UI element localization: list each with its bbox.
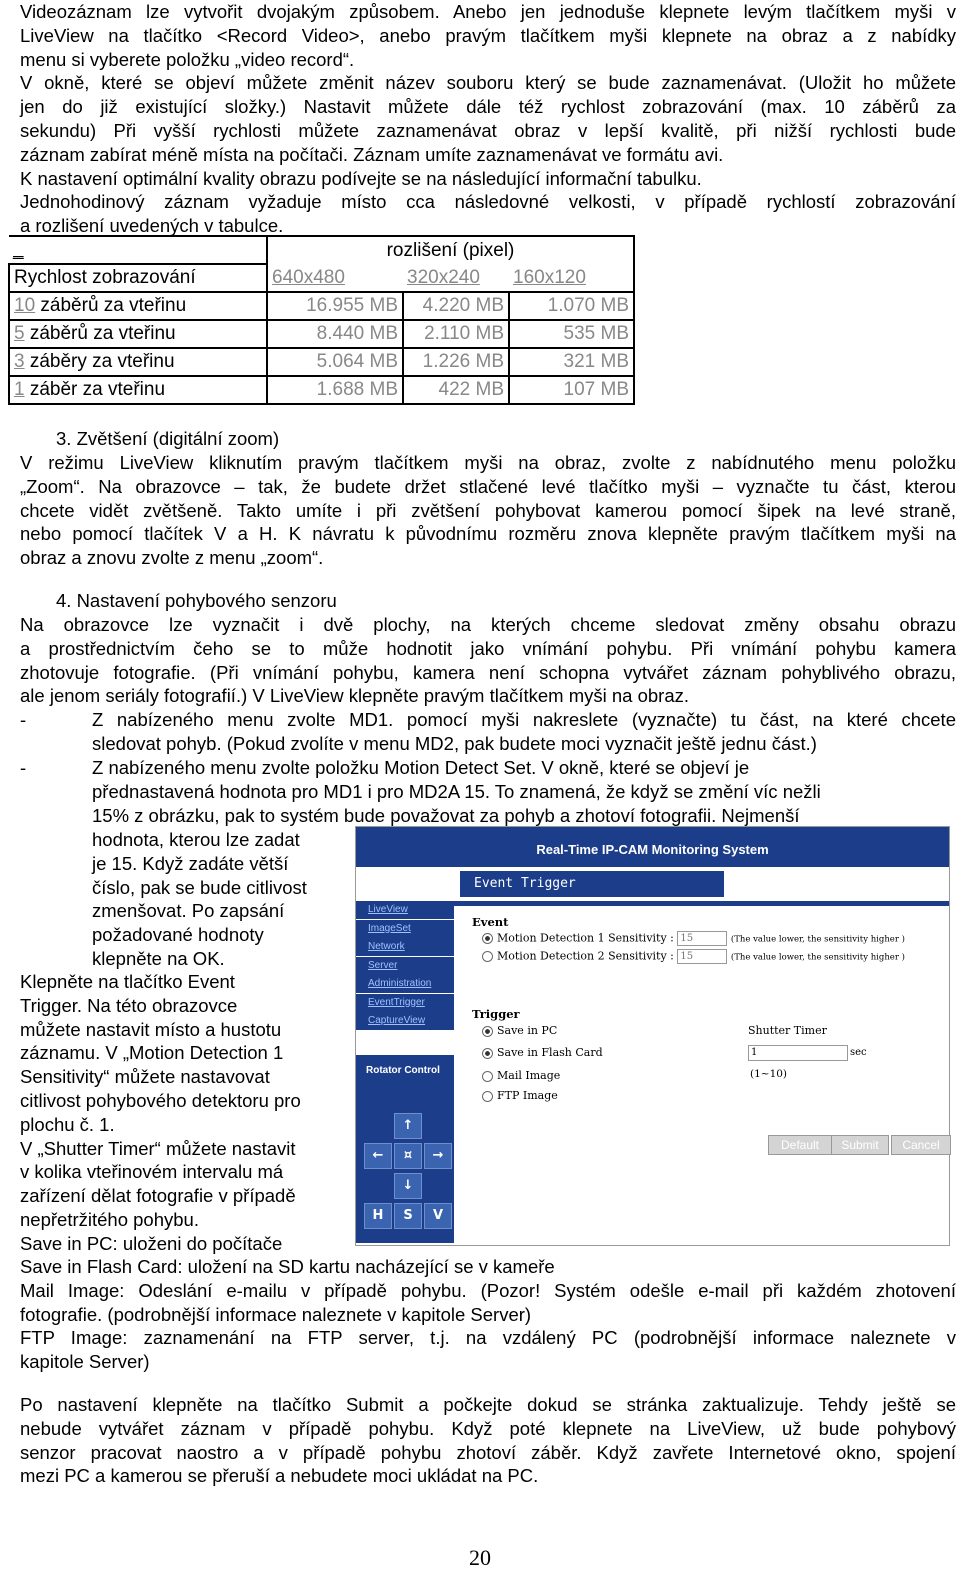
rotator-title: Rotator Control: [366, 1065, 440, 1076]
md2-label: Motion Detection 2 Sensitivity :: [497, 949, 674, 963]
trigger-radio[interactable]: [482, 1048, 493, 1059]
size-cell: 107 MB: [509, 376, 634, 404]
trigger-label-ftp: FTP Image: [497, 1089, 558, 1102]
explain-line: zařízení dělat fotografie v případě: [20, 1185, 296, 1207]
md1-radio[interactable]: [482, 933, 493, 944]
bullet-dash: -: [20, 709, 27, 730]
explain-line: Klepněte na tlačítko Event: [20, 971, 235, 992]
bullet-line: zmenšovat. Po zapsání: [92, 900, 285, 922]
menu-item-liveview[interactable]: LiveView: [356, 901, 454, 919]
page-title: Event Trigger: [460, 871, 724, 897]
explain-line: plochu č. 1.: [20, 1113, 115, 1135]
motion-line: Na obrazovce lze vyznačit i dvě plochy, na kterých chceme sledovat změny obsahu obrazu: [20, 614, 956, 635]
speed-cell: [9, 320, 267, 348]
intro-line: Videozáznam lze vytvořit dvojakým způsobem. Anebo jen jednoduše klepnete levým tlačítkem myši v: [20, 1, 956, 22]
speed-number: 1: [14, 379, 25, 400]
explain-line: citlivost pohybového detektoru pro: [20, 1089, 301, 1111]
trigger-option[interactable]: [482, 1089, 558, 1102]
event-trigger-screenshot: [355, 826, 950, 1246]
options-paragraph: [20, 1255, 956, 1374]
speed-number: 3: [14, 351, 25, 372]
bullet-line: číslo, pak se bude citlivost: [92, 876, 307, 898]
trigger-option[interactable]: [482, 1069, 560, 1082]
size-cell: 5.064 MB: [267, 348, 403, 376]
md2-row: [482, 949, 905, 964]
menu-item-captureview[interactable]: CaptureView: [356, 1012, 454, 1030]
option-line: Mail Image: Odeslání e-mailu v případě pohybu. (Pozor! Systém odešle e-mail při každém zhotovení: [20, 1279, 956, 1301]
resolution-320: 320x240: [403, 264, 509, 292]
intro-line: LiveView na tlačítko <Record Video>, anebo pravým tlačítkem myši klepnete na obraz a z nabídky: [20, 24, 956, 46]
speed-label: záběry za vteřinu: [24, 351, 175, 372]
trigger-label-mail: Mail Image: [497, 1069, 561, 1082]
md2-input[interactable]: 15: [677, 949, 727, 964]
range-label: (1~10): [750, 1068, 788, 1080]
md1-label: Motion Detection 1 Sensitivity :: [497, 931, 674, 945]
bullet-line: sledovat pohyb. (Pokud zvolíte v menu MD2, pak budete moci vyznačit ještě jednu část.): [92, 732, 817, 754]
explain-line: Trigger. Na této obrazovce: [20, 994, 238, 1016]
trigger-radio[interactable]: [482, 1071, 493, 1082]
speed-cell: [9, 292, 267, 320]
speed-label: záběrů za vteřinu: [35, 295, 187, 316]
md1-row: [482, 931, 905, 946]
trigger-label: Trigger: [472, 1007, 520, 1021]
bullet-line: požadované hodnoty: [92, 924, 264, 946]
intro-line: K nastavení optimální kvality obrazu podívejte se na následující informační tabulku.: [20, 167, 702, 189]
speed-header: Rychlost zobrazování: [9, 264, 267, 292]
zoom-line: obraz a znovu zvolte z menu „zoom“.: [20, 547, 324, 569]
explain-line: nepřetržitého pohybu.: [20, 1208, 199, 1230]
bullet-1: [92, 708, 956, 756]
h-button[interactable]: H: [364, 1203, 392, 1229]
table-header-row: [9, 236, 634, 264]
motion-paragraph: [20, 613, 956, 708]
table-row: [9, 320, 634, 348]
intro-paragraph: [20, 0, 956, 238]
speed-number: 5: [14, 323, 25, 344]
size-cell: 1.070 MB: [509, 292, 634, 320]
arrow-left-button[interactable]: ←: [364, 1143, 392, 1169]
shutter-label: Shutter Timer: [748, 1024, 827, 1037]
bullet-line: Z nabízeného menu zvolte MD1. pomocí myši nakreslete (vyznačte) tu část, na které chcete: [92, 709, 956, 730]
motion-line: ale jenom seriály fotografií.) V LiveView klepněte pravým tlačítkem myši na obraz.: [20, 685, 690, 707]
page-number: 20: [469, 1545, 491, 1570]
motion-heading: 4. Nastavení pohybového senzoru: [56, 590, 337, 611]
s-button[interactable]: S: [394, 1203, 422, 1229]
resolution-header: rozlišení (pixel): [267, 236, 634, 264]
trigger-option[interactable]: [482, 1046, 603, 1059]
center-button[interactable]: ¤: [394, 1143, 422, 1169]
bullet-line: Z nabízeného menu zvolte položku Motion Detect Set. V okně, které se objeví je: [92, 757, 750, 778]
speed-number: 10: [14, 295, 36, 316]
side-menu: [356, 901, 454, 1031]
size-cell: 422 MB: [403, 376, 509, 404]
final-line: nebude vytvářet záznam v případě pohybu. Když poté klepnete na LiveView, už bude pohybový: [20, 1417, 956, 1439]
speed-label: záběr za vteřinu: [24, 379, 166, 400]
explain-line: Save in PC: uloženi do počítače: [20, 1232, 283, 1254]
table-row: [9, 292, 634, 320]
table-blank-cell: [9, 236, 267, 264]
intro-line: a rozlišení uvedených v tabulce.: [20, 215, 284, 237]
cancel-button[interactable]: Cancel: [891, 1135, 951, 1155]
table-row: [9, 376, 634, 404]
intro-line: sekundu) Při vyšší rychlosti můžete zaznamenávat obraz v lepší kvalitě, při nižší rychlosti bude: [20, 119, 956, 141]
submit-button[interactable]: Submit: [831, 1135, 889, 1155]
menu-item-eventtrigger[interactable]: EventTrigger: [356, 994, 454, 1012]
size-cell: 1.688 MB: [267, 376, 403, 404]
explain-line: záznamu. V „Motion Detection 1: [20, 1042, 284, 1064]
menu-item-server[interactable]: Server: [356, 957, 454, 975]
zoom-heading: 3. Zvětšení (digitální zoom): [56, 428, 280, 449]
size-cell: 321 MB: [509, 348, 634, 376]
blank-mark: _: [13, 239, 24, 260]
rotator-control: [356, 1055, 454, 1243]
option-line: FTP Image: zaznamenání na FTP server, t.j. na vzdálený PC (podrobnější informace naleznete v: [20, 1327, 956, 1349]
menu-item-network[interactable]: Network: [356, 938, 454, 956]
menu-item-imageset[interactable]: ImageSet: [356, 920, 454, 938]
final-line: mezi PC a kamerou se přeruší a nebudete moci ukládat na PC.: [20, 1465, 539, 1487]
trigger-radio[interactable]: [482, 1026, 493, 1037]
zoom-line: „Zoom“. Na obrazovce – tak, že budete držet stlačené levé tlačítko myši – vyznačte tu část, kterou: [20, 475, 956, 497]
md2-radio[interactable]: [482, 951, 493, 962]
table-subheader-row: [9, 264, 634, 292]
intro-line: V okně, které se objeví můžete změnit název souboru který se bude zaznamenávat. (Uložit ho můžete: [20, 72, 956, 94]
speed-cell: [9, 376, 267, 404]
bullet-2: [92, 756, 956, 827]
option-line: fotografie. (podrobnější informace naleznete v kapitole Server): [20, 1303, 532, 1325]
speed-label: záběrů za vteřinu: [24, 323, 176, 344]
bullet-dash: -: [20, 757, 27, 778]
explain-line: V „Shutter Timer“ můžete nastavit: [20, 1137, 296, 1159]
motion-line: a prostřednictvím čeho se to může hodnotit jako vnímání pohybu. Při vnímání pohybu kamera: [20, 637, 956, 659]
zoom-line: chcete vidět zvětšeně. Takto umíte i při zvětšení pohybovat kamerou pomocí šipek na levé straně,: [20, 499, 956, 521]
arrow-up-button[interactable]: ↑: [394, 1113, 422, 1139]
bullet-2-continued: [92, 828, 352, 971]
resolution-160: 160x120: [509, 264, 634, 292]
zoom-paragraph: [20, 451, 956, 570]
final-line: senzor pracovat naostro a v případě pohybu zhotoví záběr. Když zavřete Internetové okno, spojení: [20, 1441, 956, 1463]
event-trigger-explanation: [20, 970, 350, 1256]
bullet-line: klepněte na OK.: [92, 947, 225, 969]
explain-line: Sensitivity“ můžete nastavovat: [20, 1066, 270, 1088]
option-line: kapitole Server): [20, 1351, 150, 1373]
size-cell: 535 MB: [509, 320, 634, 348]
bullet-line: přednastavená hodnota pro MD1 i pro MD2A 15. To znamená, že když se změní víc nežli: [92, 780, 821, 802]
bullet-line: hodnota, kterou lze zadat: [92, 829, 300, 850]
speed-cell: [9, 348, 267, 376]
system-title: Real-Time IP-CAM Monitoring System: [356, 827, 949, 867]
intro-line: záznam zabírat méně místa na počítači. Záznam umíte zaznamenávat ve formátu avi.: [20, 143, 724, 165]
size-cell: 8.440 MB: [267, 320, 403, 348]
trigger-radio[interactable]: [482, 1091, 493, 1102]
arrow-right-button[interactable]: →: [424, 1143, 452, 1169]
intro-line: menu si vyberete položku „video record“.: [20, 48, 355, 70]
final-paragraph: [20, 1393, 956, 1488]
size-cell: 4.220 MB: [403, 292, 509, 320]
final-line: Po nastavení klepněte na tlačítko Submit a počkejte dokud se stránka zaktualizuje. Tehdy ještě se: [20, 1394, 956, 1415]
md1-input[interactable]: 15: [677, 931, 727, 946]
size-cell: 2.110 MB: [403, 320, 509, 348]
intro-line: jen do již existující složky.) Nastavit můžete dále též rychlost zobrazování (max. 10 záběrů za: [20, 96, 956, 118]
storage-table: [8, 235, 635, 405]
bullet-line: 15% z obrázku, pak to systém bude považovat za pohyb a zhotoví fotografii. Nejmenší: [92, 804, 800, 826]
md1-hint: (The value lower, the sensitivity higher ): [730, 934, 905, 945]
arrow-down-button[interactable]: ↓: [394, 1173, 422, 1199]
intro-line: Jednohodinový záznam vyžaduje místo cca následovné velkosti, v případě rychlostí zobrazování: [20, 191, 956, 213]
trigger-label-save-pc: Save in PC: [497, 1024, 558, 1037]
trigger-option[interactable]: [482, 1024, 557, 1037]
size-cell: 16.955 MB: [267, 292, 403, 320]
event-label: Event: [472, 915, 509, 929]
md2-hint: (The value lower, the sensitivity higher ): [730, 952, 905, 963]
explain-line: v kolika vteřinovém intervalu má: [20, 1161, 284, 1183]
menu-item-administration[interactable]: Administration: [356, 975, 454, 993]
default-button[interactable]: Default: [768, 1135, 832, 1155]
sec-label: sec: [850, 1047, 867, 1058]
resolution-640: 640x480: [267, 264, 403, 292]
zoom-line: V režimu LiveView kliknutím pravým tlačítkem myši na obraz, zvolte z nabídnutého menu položku: [20, 452, 956, 473]
explain-line: můžete nastavit místo a hustotu: [20, 1018, 282, 1040]
bullet-line: je 15. Když zadáte větší: [92, 852, 289, 874]
size-cell: 1.226 MB: [403, 348, 509, 376]
v-button[interactable]: V: [424, 1203, 452, 1229]
option-line: Save in Flash Card: uložení na SD kartu nacházející se v kameře: [20, 1256, 555, 1277]
trigger-label-flash: Save in Flash Card: [497, 1046, 603, 1059]
shutter-input[interactable]: 1: [748, 1045, 848, 1061]
motion-line: zhotovuje fotografie. (Při vnímání pohybu, kamera není schopna vytvářet záznam pohyblivého obrazu,: [20, 661, 956, 683]
zoom-line: nebo pomocí tlačítek V a H. K návratu k původnímu rozměru znova klepněte pravým tlačítkem myši na: [20, 523, 956, 545]
table-row: [9, 348, 634, 376]
